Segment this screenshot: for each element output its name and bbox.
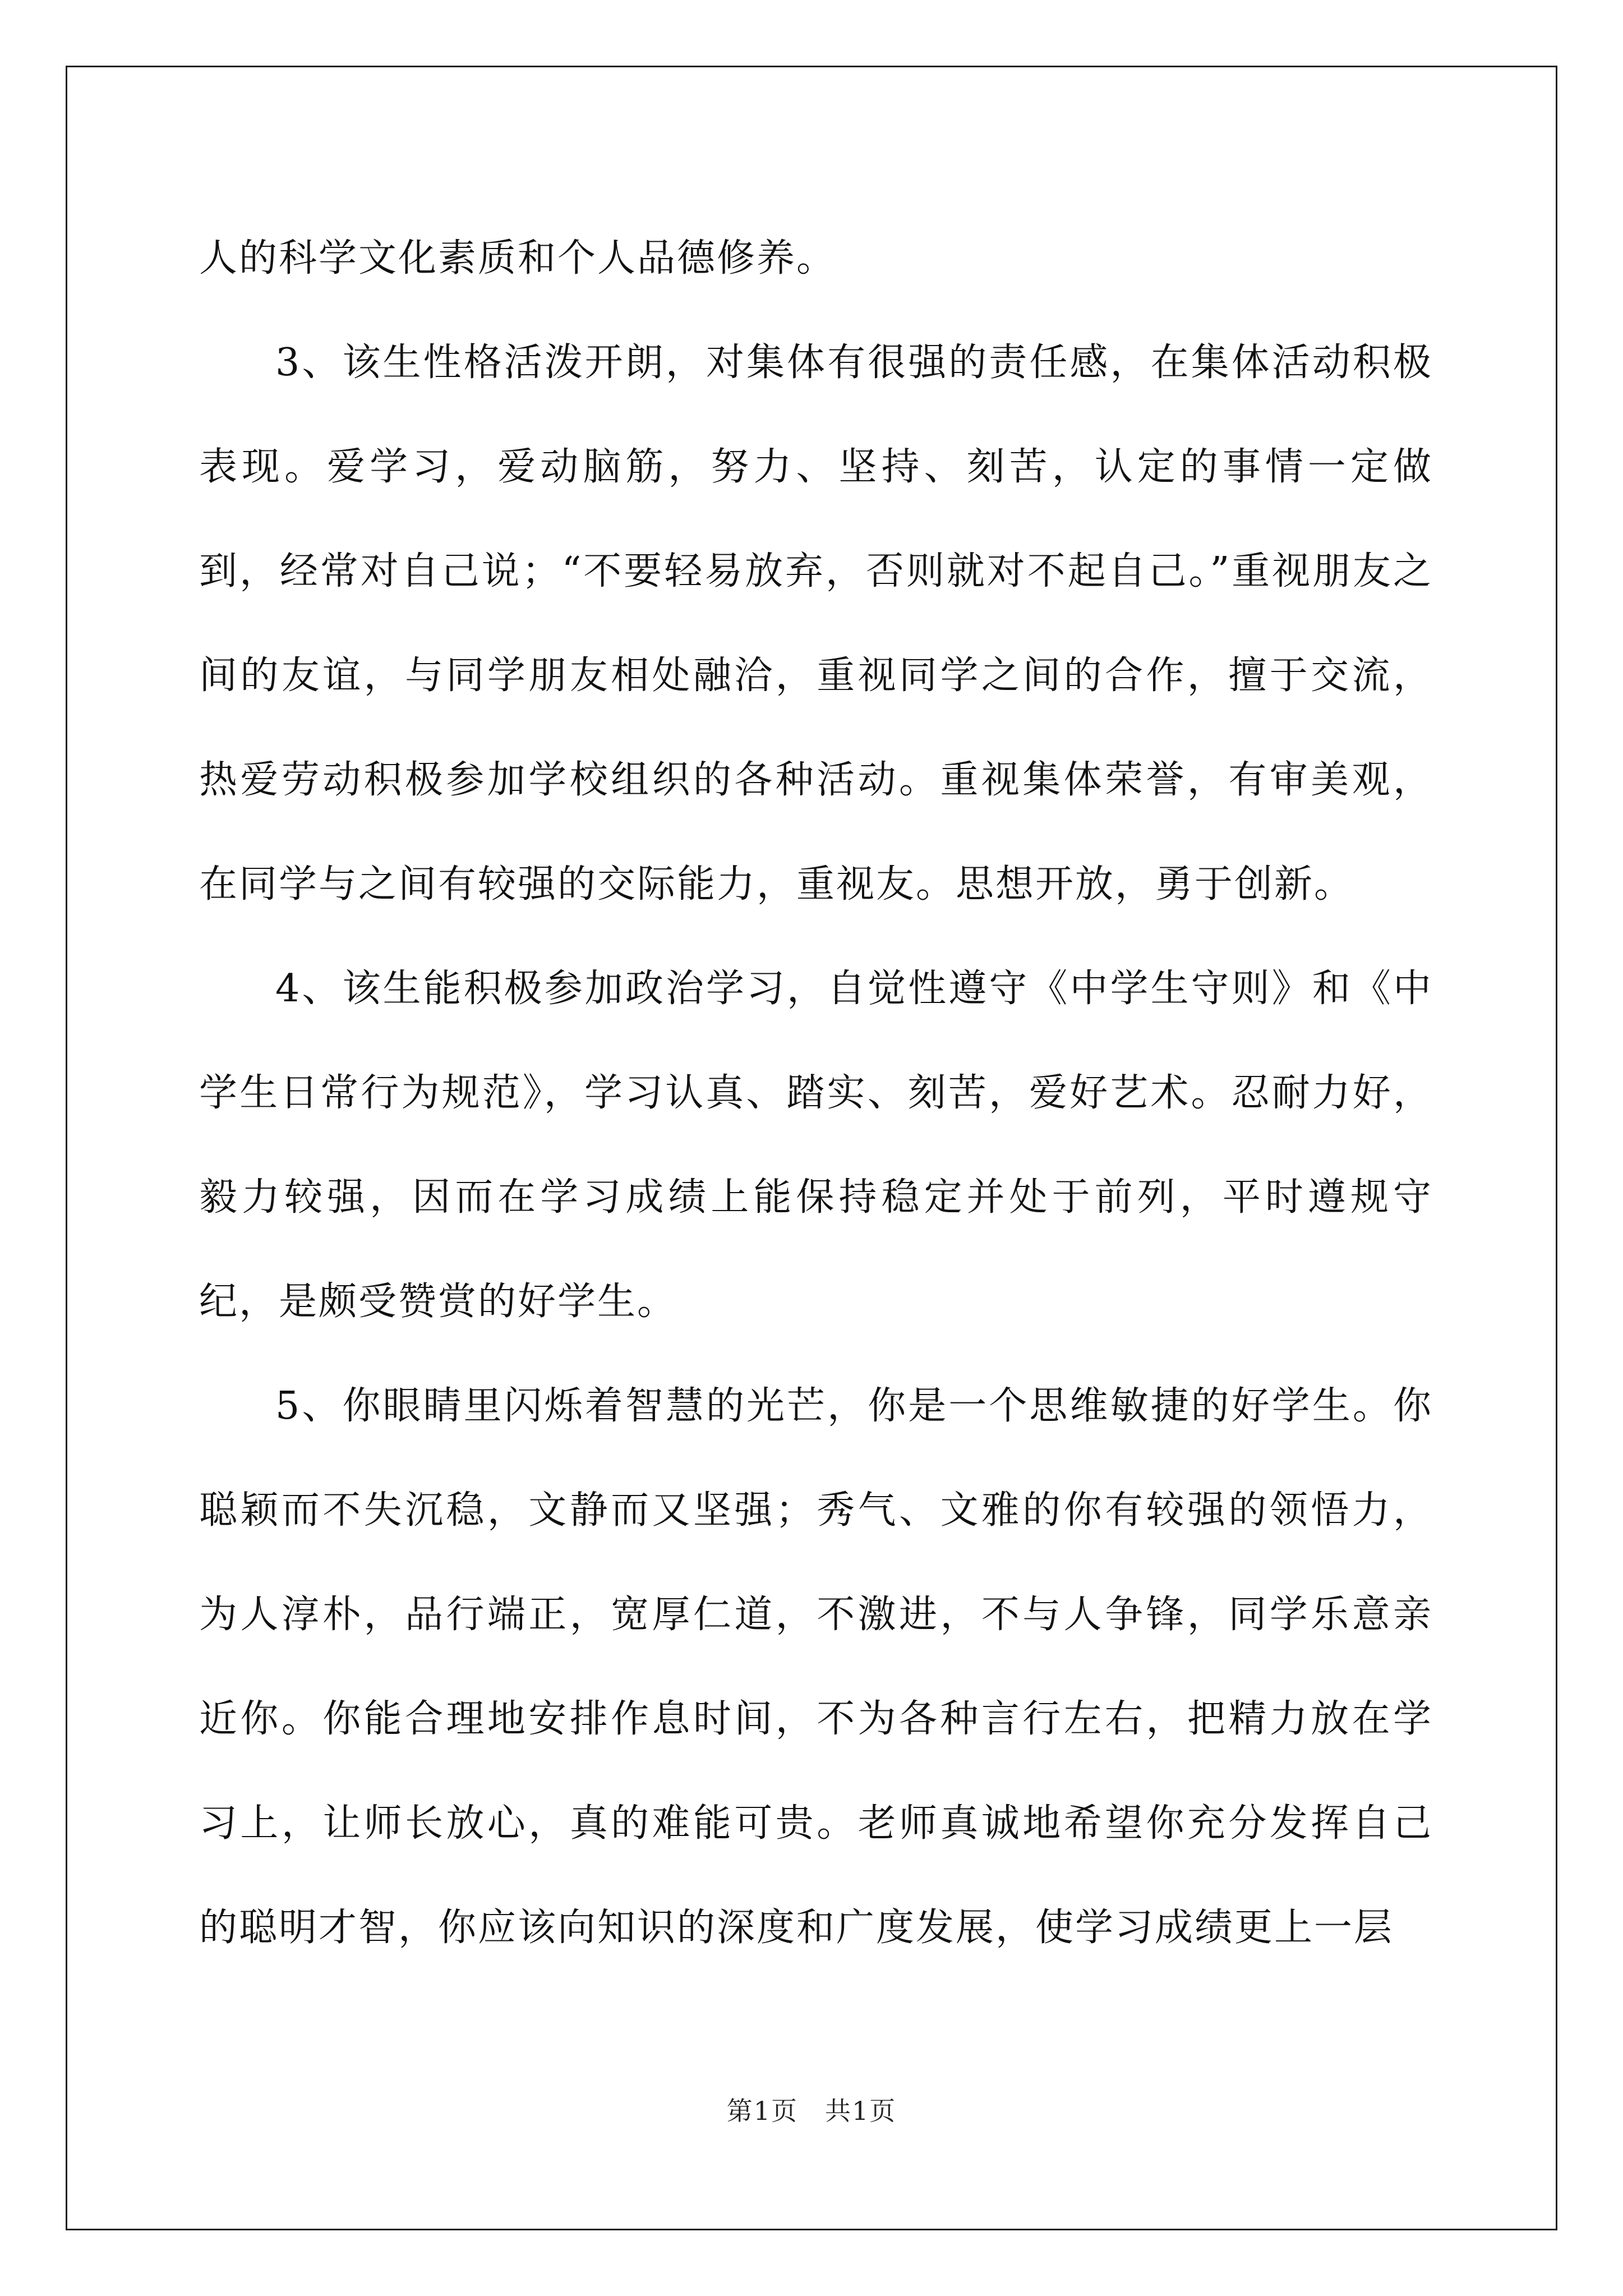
paragraph-item-4: 4、该生能积极参加政治学习，自觉性遵守《中学生守则》和《中学生日常行为规范》，学习认真、踏实、刻苦，爱好艺术。忍耐力好，毅力较强，因而在学习成绩上能保持稳定并处于前列，平时遵规守纪，是颇受赞赏的好学生。 bbox=[199, 967, 1433, 1324]
page-number: 第1页 bbox=[726, 2096, 798, 2126]
paragraph-item-3: 3、该生性格活泼开朗，对集体有很强的责任感，在集体活动积极表现。爱学习，爱动脑筋，努力、坚持、刻苦，认定的事情一定做到，经常对自己说；“不要轻易放弃，否则就对不起自己。”重视朋友之间的友谊，与同学朋友相处融洽，重视同学之间的合作，擅于交流，热爱劳动积极参加学校组织的各种活动。重视集体荣誉，有审美观，在同学与之间有较强的交际能力，重视友。思想开放，勇于创新。 bbox=[199, 341, 1433, 907]
page-footer bbox=[0, 2094, 1623, 2128]
document-body bbox=[199, 206, 1433, 1980]
paragraph-continuation: 人的科学文化素质和个人品德修养。 bbox=[199, 236, 837, 280]
page-total: 共1页 bbox=[825, 2096, 897, 2126]
paragraph-item-5: 5、你眼睛里闪烁着智慧的光芒，你是一个思维敏捷的好学生。你聪颖而不失沉稳，文静而又坚强；秀气、文雅的你有较强的领悟力，为人淳朴，品行端正，宽厚仁道，不激进，不与人争锋，同学乐意亲近你。你能合理地安排作息时间，不为各种言行左右，把精力放在学习上，让师长放心，真的难能可贵。老师真诚地希望你充分发挥自己的聪明才智，你应该向知识的深度和广度发展，使学习成绩更上一层 bbox=[199, 1384, 1433, 1950]
